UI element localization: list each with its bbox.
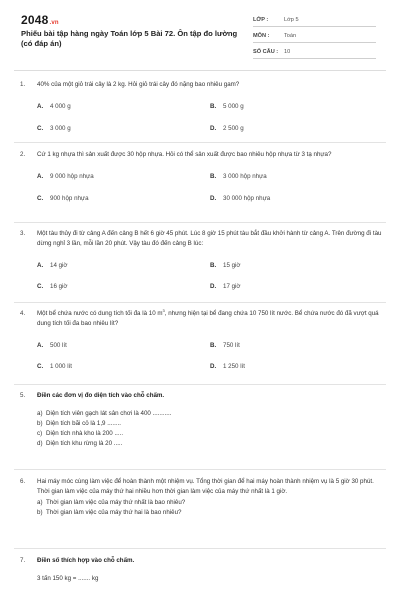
option-letter: C. <box>37 124 44 132</box>
question-number: 7. <box>20 557 26 564</box>
question-text: 40% của một giỏ trái cây là 2 kg. Hỏi giỏ trái cây đó nặng bao nhiêu gam? <box>37 81 240 88</box>
option-letter: C. <box>37 363 44 371</box>
question-text: Điền các đơn vị đo diện tích vào chỗ chấm. <box>37 392 165 399</box>
option-c[interactable] <box>37 362 210 372</box>
info-label: LỚP : <box>253 17 269 23</box>
superscript: 3 <box>162 307 165 313</box>
option-letter: A. <box>37 341 44 349</box>
question-2 <box>20 150 382 203</box>
sub-item <box>37 574 382 584</box>
sub-label: d) <box>37 439 43 447</box>
option-text: 17 giờ <box>223 283 241 291</box>
option-c[interactable] <box>37 124 210 134</box>
question-4 <box>20 309 382 372</box>
option-d[interactable] <box>210 362 383 372</box>
info-label: SỐ CÂU : <box>253 49 279 55</box>
sub-item <box>37 429 382 439</box>
option-letter: C. <box>37 283 44 291</box>
option-letter: D. <box>210 363 217 371</box>
question-divider <box>14 142 386 143</box>
option-a[interactable] <box>37 102 210 112</box>
page-title: Phiếu bài tập hàng ngày Toán lớp 5 Bài 72. Ôn tập đo lường (có đáp án) <box>21 29 238 48</box>
question-number: 5. <box>20 392 26 399</box>
question-divider <box>14 469 386 470</box>
option-letter: A. <box>37 261 44 269</box>
option-b[interactable] <box>210 172 383 182</box>
question-text: Một tàu thủy đi từ cảng A đến cảng B hết 6 giờ 45 phút. Lúc 8 giờ 15 phút tàu bắt đầu khởi hành từ cảng A. Trên đường đi tàu dừng nghỉ 3 lần, mỗi lần 20 phút. Vậy tàu đó đến cảng B lúc: <box>37 230 382 247</box>
sub-item <box>37 508 382 518</box>
sub-text: Diện tích viên gạch lát sân chơi là 400 ........... <box>46 409 172 417</box>
option-text: 2 500 g <box>223 124 244 132</box>
sub-label: a) <box>37 498 43 506</box>
sub-item <box>37 439 382 449</box>
option-text: 16 giờ <box>50 283 68 291</box>
sub-items <box>37 409 382 449</box>
question-1 <box>20 80 382 133</box>
option-c[interactable] <box>37 194 210 204</box>
sub-item <box>37 409 382 419</box>
option-text: 1 250 lít <box>223 363 246 371</box>
option-letter: B. <box>210 172 217 180</box>
question-text-part: , nhưng hiện tại bể đang chứa 10 750 lít nước. Bể chứa nước đó đã vượt quá dung tích tối đa bao nhiêu lít? <box>37 310 379 327</box>
info-value: Lớp 5 <box>284 17 299 23</box>
info-label: MÔN : <box>253 33 270 39</box>
question-divider <box>14 222 386 223</box>
option-text: 9 000 hộp nhựa <box>50 172 94 180</box>
option-letter: A. <box>37 102 44 110</box>
sub-text: Diện tích bãi cỏ là 1,9 ........ <box>46 419 121 427</box>
site-logo[interactable] <box>21 13 59 27</box>
question-divider <box>14 384 386 385</box>
option-text: 500 lít <box>50 341 67 349</box>
option-letter: B. <box>210 341 217 349</box>
option-text: 900 hộp nhựa <box>50 194 89 202</box>
info-value: Toán <box>284 33 297 39</box>
question-text: Cứ 1 kg nhựa thì sản xuất được 30 hộp nhựa. Hỏi có thể sản xuất được bao nhiêu hộp nhựa từ 3 tạ nhựa? <box>37 151 332 158</box>
question-text <box>37 309 382 329</box>
sub-item <box>37 498 382 508</box>
logo-main: 2048 <box>21 13 49 27</box>
question-6 <box>20 477 382 518</box>
answer-options <box>37 341 382 373</box>
option-a[interactable] <box>37 341 210 351</box>
info-row-class <box>253 14 376 27</box>
option-text: 30 000 hộp nhựa <box>223 194 271 202</box>
question-text: Điền số thích hợp vào chỗ chấm. <box>37 557 135 564</box>
answer-options <box>37 102 382 134</box>
sub-text: 3 tấn 150 kg = ....... kg <box>37 574 99 582</box>
sub-item <box>37 419 382 429</box>
option-b[interactable] <box>210 261 383 271</box>
question-7 <box>20 556 382 584</box>
option-letter: D. <box>210 283 217 291</box>
option-text: 750 lít <box>223 341 240 349</box>
option-letter: B. <box>210 261 217 269</box>
question-text: Hai máy móc cùng làm việc để hoàn thành một nhiệm vụ. Tổng thời gian để hai máy hoàn thành nhiệm vụ là 5 giờ 30 phút. Thời gian làm việc của máy thứ hai nhiều hơn thời gian làm việc của máy thứ nhất là 1 giờ. <box>37 478 374 495</box>
option-letter: C. <box>37 194 44 202</box>
option-letter: D. <box>210 124 217 132</box>
option-text: 4 000 g <box>50 102 71 110</box>
info-value: 10 <box>284 49 291 55</box>
sub-text: Thời gian làm việc của máy thứ hai là bao nhiêu? <box>46 508 182 516</box>
option-text: 1 000 lít <box>50 363 73 371</box>
info-row-count <box>253 46 376 59</box>
question-number: 1. <box>20 81 26 88</box>
option-c[interactable] <box>37 282 210 292</box>
question-divider <box>14 548 386 549</box>
option-text: 3 000 hộp nhựa <box>223 172 267 180</box>
answer-options <box>37 261 382 293</box>
header-divider <box>14 70 386 71</box>
sub-label: c) <box>37 429 43 437</box>
option-text: 5 000 g <box>223 102 244 110</box>
option-letter: A. <box>37 172 44 180</box>
option-letter: B. <box>210 102 217 110</box>
option-b[interactable] <box>210 341 383 351</box>
option-text: 15 giờ <box>223 261 241 269</box>
sub-label: b) <box>37 508 43 516</box>
sub-text: Diện tích khu rừng là 20 ..... <box>46 439 123 447</box>
question-3 <box>20 229 382 292</box>
option-a[interactable] <box>37 261 210 271</box>
question-number: 4. <box>20 310 26 317</box>
option-text: 14 giờ <box>50 261 68 269</box>
option-d[interactable] <box>210 124 383 134</box>
info-row-subject <box>253 30 376 43</box>
option-b[interactable] <box>210 102 383 112</box>
question-number: 3. <box>20 230 26 237</box>
option-d[interactable] <box>210 282 383 292</box>
sub-items <box>37 574 382 584</box>
option-text: 3 000 g <box>50 124 71 132</box>
question-5 <box>20 391 382 449</box>
logo-tld: .vn <box>49 20 59 26</box>
question-text-part: Một bể chứa nước có dung tích tối đa là 10 m <box>37 310 163 317</box>
question-number: 6. <box>20 478 26 485</box>
sub-text: Thời gian làm việc của máy thứ nhất là bao nhiêu? <box>46 498 186 506</box>
sub-items <box>37 498 382 518</box>
question-divider <box>14 302 386 303</box>
sub-label: a) <box>37 409 43 417</box>
worksheet-info <box>253 14 376 62</box>
answer-options <box>37 172 382 204</box>
option-letter: D. <box>210 194 217 202</box>
sub-text: Diện tích nhà kho là 200 ..... <box>46 429 124 437</box>
option-d[interactable] <box>210 194 383 204</box>
option-a[interactable] <box>37 172 210 182</box>
question-number: 2. <box>20 151 26 158</box>
sub-label: b) <box>37 419 43 427</box>
